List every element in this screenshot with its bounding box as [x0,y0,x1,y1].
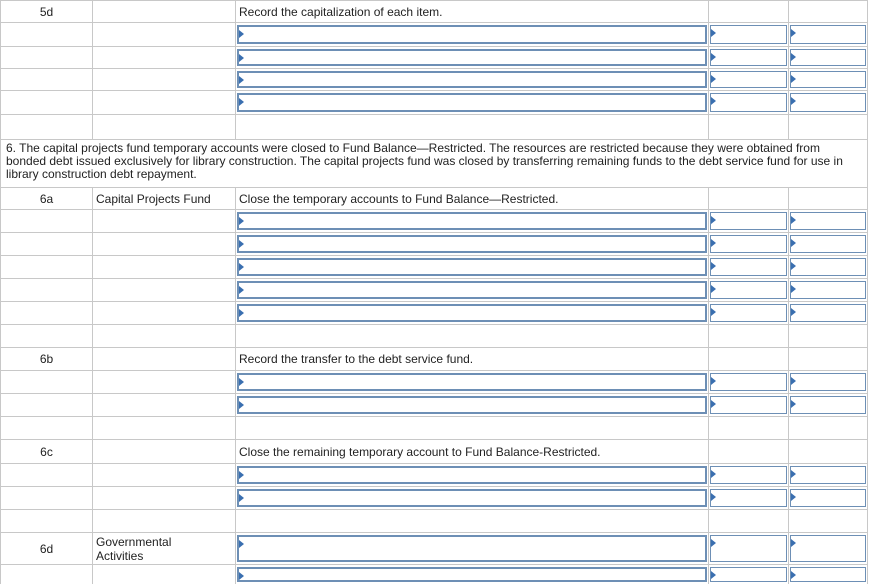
table-row [0,90,868,114]
debit-input[interactable] [710,71,787,88]
dropdown-marker-icon [791,53,796,61]
dropdown-marker-icon [239,471,244,479]
dropdown-marker-icon [239,98,244,106]
dropdown-marker-icon [711,97,716,105]
dropdown-marker-icon [239,309,244,317]
row-6b [0,347,868,370]
dropdown-marker-icon [791,97,796,105]
account-select[interactable] [237,258,707,276]
debit-input[interactable] [710,304,787,322]
credit-input[interactable] [790,535,866,562]
table-row [0,393,868,416]
dropdown-marker-icon [711,216,716,224]
account-select[interactable] [237,49,707,66]
entry-description: Record the capitalization of each item. [239,4,443,19]
dropdown-marker-icon [239,286,244,294]
dropdown-marker-icon [791,216,796,224]
dropdown-marker-icon [711,571,716,579]
dropdown-marker-icon [791,308,796,316]
table-row [0,486,868,509]
dropdown-marker-icon [711,493,716,501]
debit-input[interactable] [710,25,787,44]
account-select[interactable] [237,304,707,322]
dropdown-marker-icon [711,53,716,61]
dropdown-marker-icon [711,262,716,270]
account-select[interactable] [237,235,707,253]
entry-description: Record the transfer to the debt service fund. [239,352,474,366]
credit-input[interactable] [790,567,866,582]
credit-input[interactable] [790,489,866,507]
dropdown-marker-icon [711,377,716,385]
step-label: 6b [39,352,54,366]
account-select[interactable] [237,396,707,414]
table-row [0,324,868,347]
debit-input[interactable] [710,373,787,391]
table-row [0,114,868,139]
dropdown-marker-icon [711,539,716,547]
dropdown-marker-icon [791,493,796,501]
transaction-note: 6. The capital projects fund temporary accounts were closed to Fund Balance—Restricted. The resources are restricted because they were obtained from bonded debt issued exclusively for library construction. The capital projects fund was closed by transferring remaining funds to the debt service fund for use in library construction debt repayment. [0,139,868,187]
table-row [0,255,868,278]
dropdown-marker-icon [791,29,796,37]
dropdown-marker-icon [239,540,244,548]
fund-label: Governmental Activities [96,534,172,563]
table-row [0,416,868,439]
table-row [0,564,868,584]
account-select[interactable] [237,93,707,112]
account-select[interactable] [237,373,707,391]
row-6c [0,439,868,463]
dropdown-marker-icon [239,494,244,502]
dropdown-marker-icon [711,470,716,478]
dropdown-marker-icon [791,400,796,408]
account-select[interactable] [237,25,707,44]
step-label: 5d [39,4,54,19]
dropdown-marker-icon [791,285,796,293]
dropdown-marker-icon [791,571,796,579]
step-label: 6d [39,541,54,556]
table-row [0,370,868,393]
credit-input[interactable] [790,71,866,88]
debit-input[interactable] [710,49,787,66]
dropdown-marker-icon [711,239,716,247]
account-select[interactable] [237,71,707,88]
entry-description: Close the remaining temporary account to Fund Balance-Restricted. [239,444,601,459]
table-row [0,68,868,90]
dropdown-marker-icon [791,239,796,247]
credit-input[interactable] [790,258,866,276]
credit-input[interactable] [790,304,866,322]
table-row [0,232,868,255]
dropdown-marker-icon [239,240,244,248]
credit-input[interactable] [790,373,866,391]
dropdown-marker-icon [239,401,244,409]
dropdown-marker-icon [791,470,796,478]
account-select[interactable] [237,281,707,299]
dropdown-marker-icon [711,400,716,408]
dropdown-marker-icon [239,572,244,580]
dropdown-marker-icon [791,539,796,547]
dropdown-marker-icon [791,377,796,385]
step-label: 6c [40,444,53,459]
dropdown-marker-icon [711,29,716,37]
table-row [0,301,868,324]
credit-input[interactable] [790,235,866,253]
credit-input[interactable] [790,396,866,414]
debit-input[interactable] [710,212,787,230]
dropdown-marker-icon [239,76,244,84]
row-5d [0,0,868,22]
dropdown-marker-icon [711,308,716,316]
dropdown-marker-icon [711,75,716,83]
fund-label: Capital Projects Fund [96,191,211,206]
debit-input[interactable] [710,535,787,562]
credit-input[interactable] [790,466,866,484]
table-row [0,209,868,232]
dropdown-marker-icon [239,263,244,271]
debit-input[interactable] [710,489,787,507]
credit-input[interactable] [790,93,866,112]
credit-input[interactable] [790,281,866,299]
account-select[interactable] [237,212,707,230]
debit-input[interactable] [710,93,787,112]
table-row [0,463,868,486]
row-6d [0,532,868,564]
table-row [0,278,868,301]
dropdown-marker-icon [239,217,244,225]
credit-input[interactable] [790,25,866,44]
account-select[interactable] [237,567,707,582]
credit-input[interactable] [790,49,866,66]
row-6a [0,187,868,209]
account-select[interactable] [237,466,707,484]
dropdown-marker-icon [711,285,716,293]
account-select[interactable] [237,489,707,507]
debit-input[interactable] [710,396,787,414]
credit-input[interactable] [790,212,866,230]
dropdown-marker-icon [239,54,244,62]
debit-input[interactable] [710,235,787,253]
table-row [0,509,868,532]
dropdown-marker-icon [791,75,796,83]
debit-input[interactable] [710,567,787,582]
table-row [0,22,868,46]
step-label: 6a [39,191,54,206]
dropdown-marker-icon [239,378,244,386]
dropdown-marker-icon [791,262,796,270]
debit-input[interactable] [710,258,787,276]
entry-description: Close the temporary accounts to Fund Balance—Restricted. [239,191,559,206]
debit-input[interactable] [710,466,787,484]
dropdown-marker-icon [239,30,244,38]
account-select[interactable] [237,535,707,562]
table-row [0,46,868,68]
debit-input[interactable] [710,281,787,299]
